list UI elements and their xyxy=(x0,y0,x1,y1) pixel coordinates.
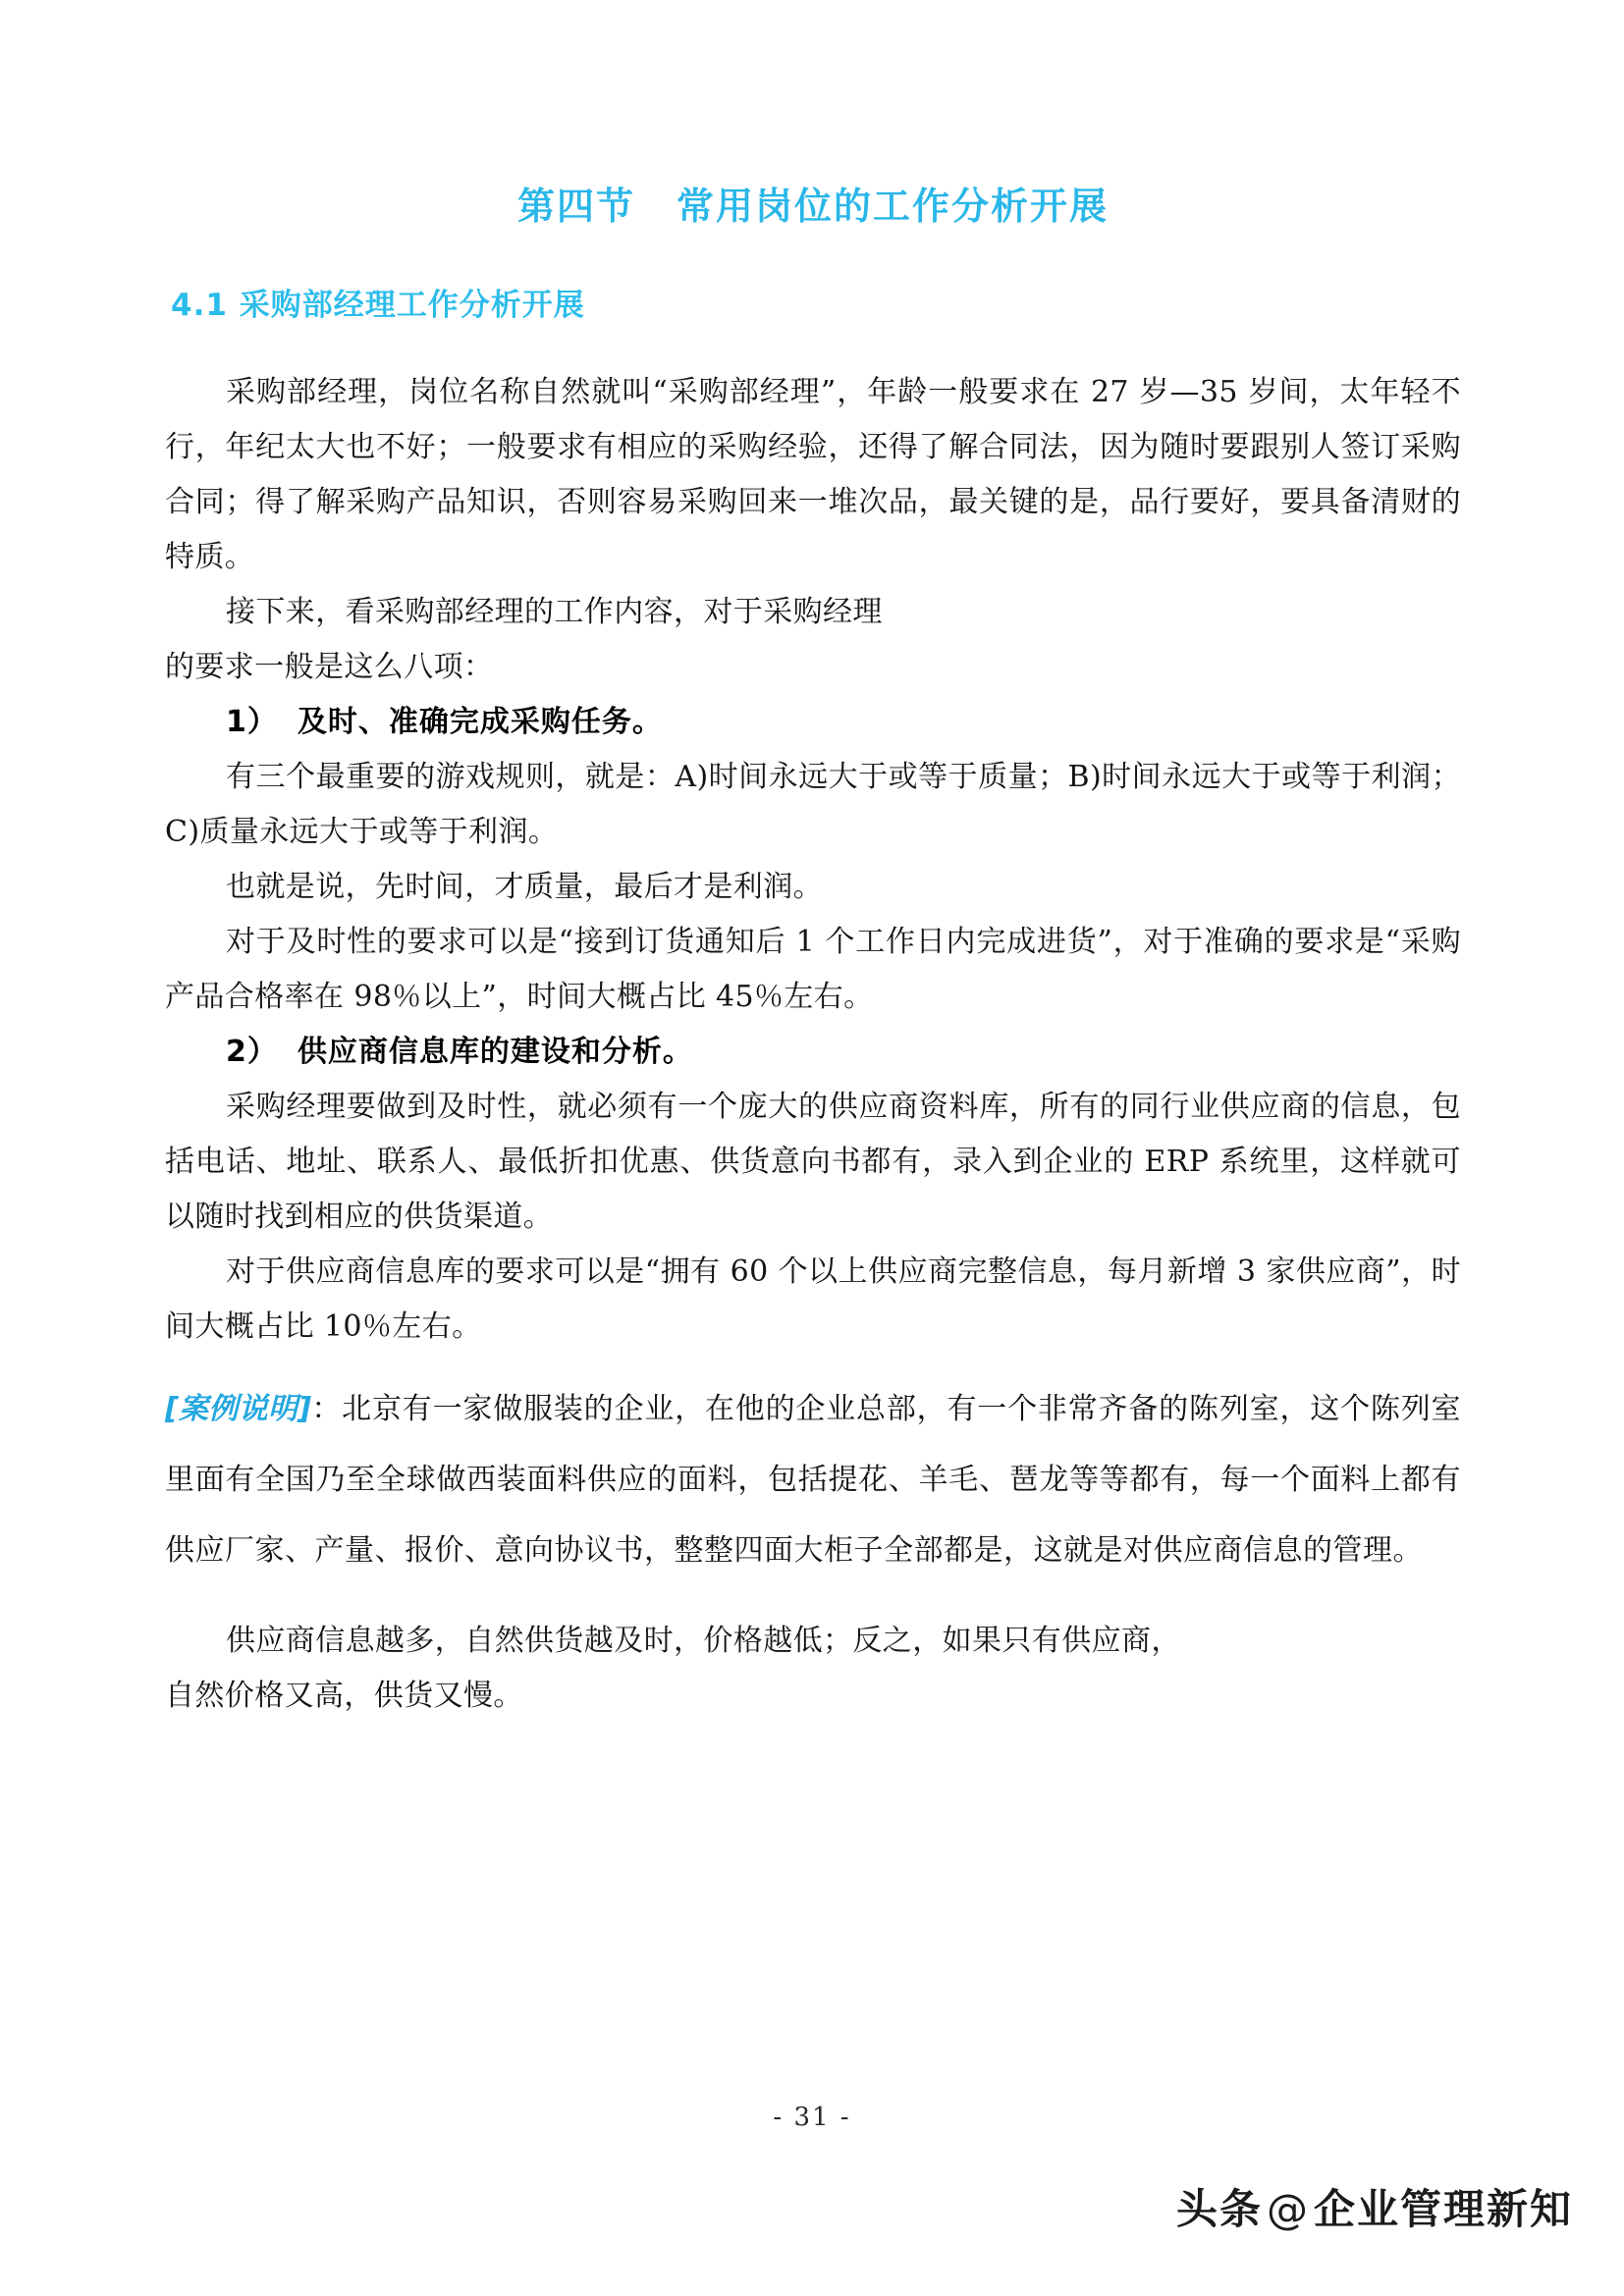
paragraph-order-priority: 也就是说，先时间，才质量，最后才是利润。 xyxy=(226,869,823,904)
watermark-source: 头条 xyxy=(1175,2185,1263,2233)
paragraph-price-high-slow: 自然价格又高，供货又慢。 xyxy=(165,1678,523,1713)
page-content xyxy=(165,0,1461,1724)
paragraph-supplier-database: 采购经理要做到及时性，就必须有一个庞大的供应商资料库，所有的同行业供应商的信息，包括电话、地址、联系人、最低折扣优惠、供货意向书都有，录入到企业的 ERP 系统里，这样就可以随时找到相应的供货渠道。 xyxy=(165,1089,1461,1234)
paragraph-three-rules: 有三个最重要的游戏规则，就是：A)时间永远大于或等于质量；B)时间永远大于或等于利润；C)质量永远大于或等于利润。 xyxy=(165,759,1461,849)
watermark-at-symbol: @ xyxy=(1266,2185,1310,2233)
paragraph-supplier-metrics: 对于供应商信息库的要求可以是“拥有 60 个以上供应商完整信息，每月新增 3 家供应商”，时间大概占比 10％左右。 xyxy=(165,1254,1461,1344)
closing-text-block xyxy=(165,1600,1461,1724)
case-study-tag: [案例说明] xyxy=(165,1391,312,1426)
list-item-1-label: 及时、准确完成采购任务。 xyxy=(297,704,663,739)
case-study-block xyxy=(165,1355,1461,1600)
list-item-2-label: 供应商信息库的建设和分析。 xyxy=(297,1034,693,1069)
paragraph-intro: 采购部经理，岗位名称自然就叫“采购部经理”，年龄一般要求在 27 岁—35 岁间，太年轻不行，年纪太大也不好；一般要求有相应的采购经验，还得了解合同法，因为随时要跟别人签订采购合同；得了解采购产品知识，否则容易采购回来一堆次品，最关键的是，品行要好，要具备清财的特质。 xyxy=(165,374,1461,574)
watermark xyxy=(1176,2177,1573,2236)
case-study-paragraph xyxy=(165,1374,1461,1586)
paragraph-eight-items-lead: 的要求一般是这么八项： xyxy=(165,649,494,684)
section-heading xyxy=(165,0,1461,231)
list-item-2-number: 2） xyxy=(226,1034,278,1069)
paragraph-more-info-better: 供应商信息越多，自然供货越及时，价格越低；反之，如果只有供应商， xyxy=(226,1623,1181,1658)
paragraph-timeliness-metrics: 对于及时性的要求可以是“接到订货通知后 1 个工作日内完成进货”，对于准确的要求是“采购产品合格率在 98％以上”，时间大概占比 45％左右。 xyxy=(165,924,1461,1014)
watermark-account: 企业管理新知 xyxy=(1313,2185,1573,2233)
section-heading-text: 常用岗位的工作分析开展 xyxy=(677,185,1110,228)
list-item-2 xyxy=(165,1025,1461,1080)
paragraph-next-steps: 接下来，看采购部经理的工作内容，对于采购经理 xyxy=(226,594,883,629)
section-number: 第四节 xyxy=(516,185,635,228)
list-item-1 xyxy=(165,695,1461,750)
subsection-heading: 4.1 采购部经理工作分析开展 xyxy=(171,288,585,324)
case-study-colon: ： xyxy=(311,1391,343,1426)
list-item-1-number: 1） xyxy=(226,704,278,739)
body-text-block xyxy=(165,326,1461,1355)
page-number: - 31 - xyxy=(773,2103,851,2132)
case-study-text: 北京有一家做服装的企业，在他的企业总部，有一个非常齐备的陈列室，这个陈列室里面有全国乃至全球做西装面料供应的面料，包括提花、羊毛、琶龙等等都有，每一个面料上都有供应厂家、产量、报价、意向协议书，整整四面大柜子全部都是，这就是对供应商信息的管理。 xyxy=(165,1391,1462,1568)
